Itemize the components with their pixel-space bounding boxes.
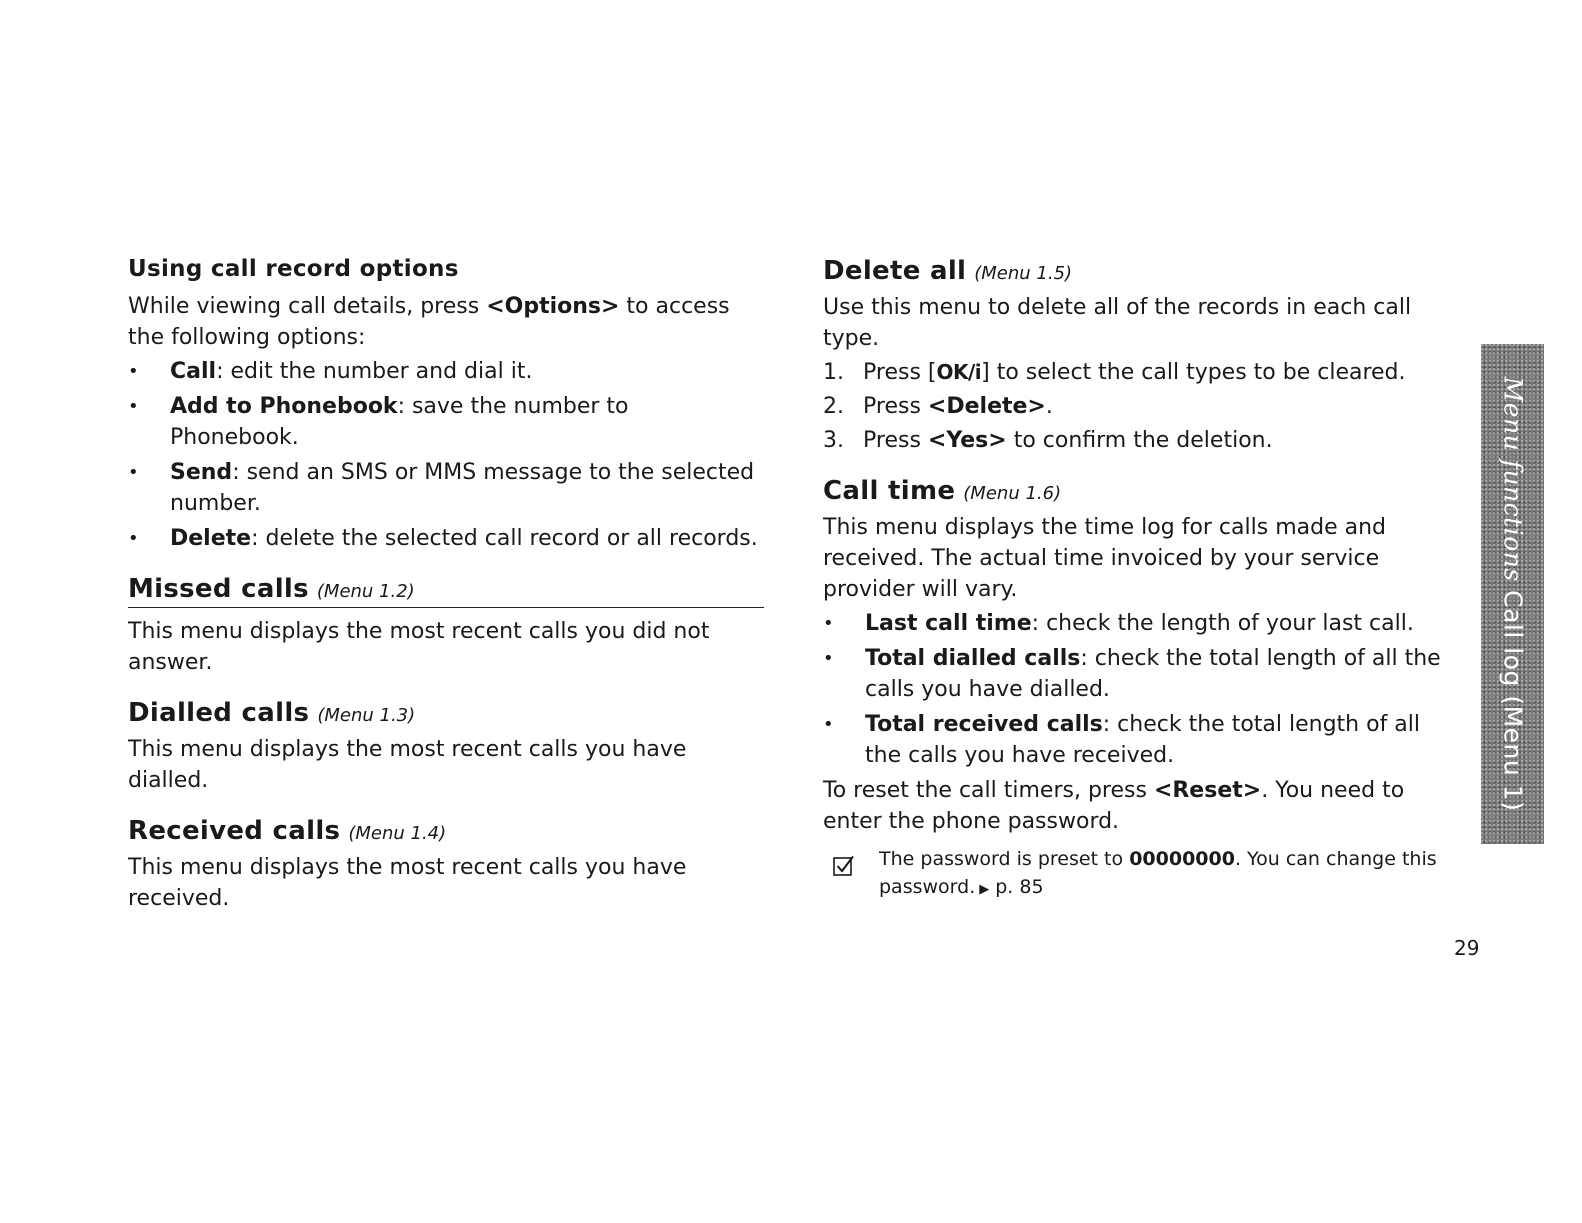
item-desc: : send an SMS or MMS message to the selected number. xyxy=(170,460,755,516)
password-note xyxy=(823,845,1453,904)
item-desc: : check the total length of all the calls you have received. xyxy=(865,712,1421,768)
step-number: 1. xyxy=(823,360,844,385)
step-number: 3. xyxy=(823,428,844,453)
options-key: <Options> xyxy=(486,294,620,319)
item-term: Last call time xyxy=(865,611,1032,636)
reset-text: To reset the call timers, press xyxy=(823,778,1154,803)
delete-all-section xyxy=(823,256,1453,456)
reset-key: <Reset> xyxy=(1153,778,1262,803)
side-tab xyxy=(1481,344,1544,844)
section-title xyxy=(823,476,1453,506)
delete-key: <Delete> xyxy=(927,394,1046,419)
step-text: Press [ xyxy=(863,360,937,385)
options-list xyxy=(128,356,764,554)
item-term: Send xyxy=(170,460,233,485)
step-item xyxy=(823,391,1453,422)
section-body: This menu displays the most recent calls you have received. xyxy=(128,855,687,911)
step-text-end: . xyxy=(1045,394,1053,419)
section-body: This menu displays the most recent calls you have dialled. xyxy=(128,737,687,793)
call-time-section xyxy=(823,476,1453,904)
steps-list xyxy=(823,357,1453,456)
section-body: This menu displays the time log for calls made and received. The actual time invoiced by your service provider will vary. xyxy=(823,515,1386,602)
item-term: Call xyxy=(170,359,217,384)
list-item xyxy=(823,608,1453,639)
side-tab-section: Call log (Menu 1) xyxy=(1498,590,1527,812)
menu-ref: (Menu 1.2) xyxy=(316,581,415,602)
note-password: 00000000 xyxy=(1129,848,1235,870)
dialled-calls-section xyxy=(128,698,764,796)
right-column xyxy=(823,256,1453,924)
item-desc: : check the length of your last call. xyxy=(1031,611,1414,636)
intro-text-end: to access the following options: xyxy=(128,294,730,350)
title-text: Delete all xyxy=(823,256,967,286)
list-item xyxy=(823,709,1453,771)
left-column xyxy=(128,256,764,934)
title-text: Received calls xyxy=(128,816,341,846)
step-text: Press xyxy=(863,428,928,453)
section-title xyxy=(128,574,764,608)
section-body: Use this menu to delete all of the records in each call type. xyxy=(823,295,1412,351)
page-reference: p. 85 xyxy=(995,876,1044,898)
step-item xyxy=(823,357,1453,388)
item-term: Add to Phonebook xyxy=(170,394,398,419)
checkbox-note-icon xyxy=(833,855,855,877)
section-title xyxy=(128,816,764,846)
step-item xyxy=(823,425,1453,456)
side-tab-chapter: Menu functions xyxy=(1498,376,1527,582)
step-text: Press xyxy=(863,394,928,419)
step-text-end: to confirm the deletion. xyxy=(1006,428,1273,453)
list-item xyxy=(128,457,764,519)
side-tab-label xyxy=(1498,377,1527,812)
section-heading: Using call record options xyxy=(128,256,459,282)
item-term: Total received calls xyxy=(865,712,1103,737)
section-title xyxy=(128,698,764,728)
triangle-arrow-icon: ▶ xyxy=(979,882,990,897)
intro-text: While viewing call details, press xyxy=(128,294,487,319)
section-title xyxy=(823,256,1453,286)
note-text: The password is preset to xyxy=(879,848,1130,870)
menu-ref: (Menu 1.4) xyxy=(348,823,447,844)
item-term: Delete xyxy=(170,526,252,551)
item-desc: : delete the selected call record or all records. xyxy=(251,526,758,551)
intro-paragraph xyxy=(128,291,764,353)
list-item xyxy=(823,643,1453,705)
received-calls-section xyxy=(128,816,764,914)
item-term: Total dialled calls xyxy=(865,646,1081,671)
note-text-end: . You can change this password. xyxy=(879,848,1437,898)
reset-paragraph xyxy=(823,775,1453,837)
reset-text-end: . You need to enter the phone password. xyxy=(823,778,1405,834)
using-call-record-options-section xyxy=(128,256,764,554)
step-number: 2. xyxy=(823,394,844,419)
list-item xyxy=(128,523,764,554)
missed-calls-section xyxy=(128,574,764,678)
item-desc: : edit the number and dial it. xyxy=(216,359,533,384)
menu-ref: (Menu 1.5) xyxy=(974,263,1073,284)
item-desc: : save the number to Phonebook. xyxy=(170,394,629,450)
section-body: This menu displays the most recent calls you did not answer. xyxy=(128,619,710,675)
title-text: Dialled calls xyxy=(128,698,310,728)
page-number: 29 xyxy=(1454,936,1480,960)
menu-ref: (Menu 1.3) xyxy=(317,705,416,726)
ok-key-icon: OK/i xyxy=(936,360,982,384)
step-text-end: ] to select the call types to be cleared. xyxy=(981,360,1406,385)
item-desc: : check the total length of all the calls you have dialled. xyxy=(865,646,1441,702)
list-item xyxy=(128,391,764,453)
list-item xyxy=(128,356,764,387)
yes-key: <Yes> xyxy=(927,428,1007,453)
menu-ref: (Menu 1.6) xyxy=(963,483,1062,504)
call-time-list xyxy=(823,608,1453,771)
title-text: Missed calls xyxy=(128,574,309,604)
title-text: Call time xyxy=(823,476,956,506)
